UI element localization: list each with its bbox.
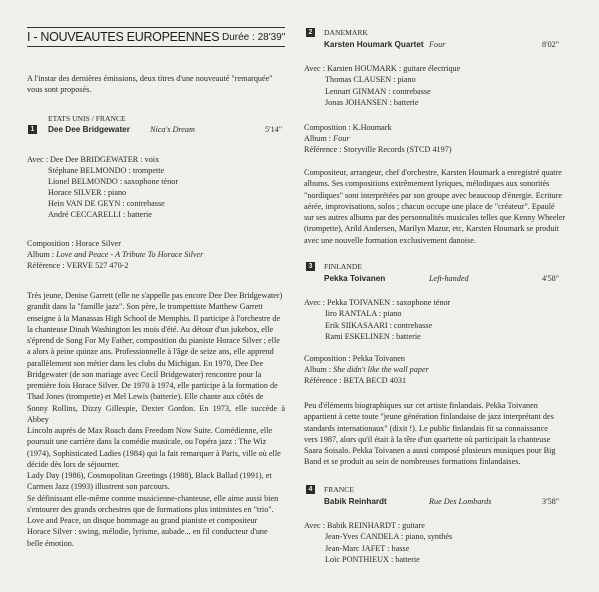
lineup-line: Horace SILVER : piano: [48, 188, 127, 197]
top-rule: [27, 27, 285, 28]
track-artist: Dee Dee Bridgewater: [48, 125, 130, 134]
lineup-line: Stéphane BELMONDO : trompette: [48, 166, 165, 175]
album-line: Album : She didn't like the wall paper: [304, 365, 429, 374]
bio-paragraph: Très jeune, Denise Garrett (elle ne s'appelle pas encore Dee Dee Bridgewater) grandit dans la "famille jazz". Son père, le trompettiste Matthew Garrett enseigne à la Manassas High School de Memphis. Il participe à l'orchestre de la chanteuse Dinah Washington les mois d'été. Au détour d'un jukebox, elle s'éprend de Song For My Father, composition du pianiste Horace Silver ; elle a alors à peine quinze ans. Professionnelle à l'âge de seize ans, elle apprend parallèlement son métier dans les clubs du Michigan. En 1970, Dee Dee Bridgewater (de son mariage avec Cecil Bridgewater) rencontre pour la première fois Horace Silver. De 1970 à 1974, elle participe à la formation de Thad Jones (trompette) et Mel Lewis (batterie). Elle chante aux côtés de Sonny Rollins, Dizzy Gillespie, Dexter Gordon. En 1973, elle succède à Abbey Lincoln auprès de Max Roach dans Freedom Now Suite. Comédienne, elle poursuit une carrière dans la comédie musicale, ou l'opéra jazz : The Wiz (1974), Sophisticated Ladies (1984) qui la fait remarquer à Paris, ville où elle décide dès lors de séjourner. Lady Day (1986), Cosmopolitan Greetings (1988), Black Ballad (1991), et Carmen Jazz (1993) illustrent son parcours. Se définissant elle-même comme musicienne-chanteuse, elle aime aussi bien s'entourer des grands orchestres que de formations plus intimistes en "trio". Love and Peace, un disque hommage au grand pianiste et compositeur Horace Silver : swing, mélodie, lyrisme, aubade... en fil conducteur d'une belle émotion.: [27, 291, 285, 548]
lineup-line: André CECCARELLI : batterie: [48, 210, 152, 219]
reference: Référence : Storyville Records (STCD 4197): [304, 145, 452, 154]
header-rule: [27, 46, 285, 47]
composition: Composition : Pekka Toivanen: [304, 354, 405, 363]
track-country: ETATS UNIS / FRANCE: [48, 114, 126, 123]
lineup-line: Jean-Yves CANDELA : piano, synthés: [325, 532, 453, 541]
section-title: I - NOUVEAUTES EUROPEENNES: [27, 30, 220, 44]
lineup-line: Jean-Marc JAFET : basse: [325, 544, 410, 553]
reference: Référence : BETA BECD 4031: [304, 376, 407, 385]
track-number-badge: 4: [306, 485, 315, 494]
lineup-line: Loïc PONTHIEUX : batterie: [325, 555, 420, 564]
album-title: She didn't like the wall paper: [333, 365, 429, 374]
lineup-line: Lennart GINMAN : contrebasse: [325, 87, 431, 96]
lineup-line: Avec : Babik REINHARDT : guitare: [304, 521, 425, 530]
album-line: Album : Love and Peace - A Tribute To Horace Silver: [27, 250, 204, 259]
track-title: Left-handed: [429, 274, 469, 283]
track-title: Nica's Dream: [150, 125, 195, 134]
lineup-line: Lionel BELMONDO : saxophone ténor: [48, 177, 179, 186]
track-number-badge: 2: [306, 28, 315, 37]
track-duration: 4'58": [542, 274, 560, 283]
track-title: Four: [429, 40, 446, 49]
track-country: DANEMARK: [324, 28, 368, 37]
lineup-line: Erik SIIKASAARI : contrebasse: [325, 321, 433, 330]
lineup-line: Avec : Karsten HOUMARK : guitare électrique: [304, 64, 461, 73]
track-artist: Pekka Toivanen: [324, 274, 386, 283]
track-number-badge: 1: [28, 125, 37, 134]
intro-line-2: vous sont proposés.: [27, 85, 92, 94]
track-country: FINLANDE: [324, 262, 362, 271]
section-duration: Durée : 28'39": [222, 32, 286, 43]
lineup-line: Avec : Dee Dee BRIDGEWATER : voix: [27, 155, 160, 164]
lineup-line: Rami ESKELINEN : batterie: [325, 332, 421, 341]
intro-line-1: A l'instar des dernières émissions, deux titres d'une nouveauté "remarquée": [27, 74, 273, 83]
track-duration: 8'02": [542, 40, 560, 49]
track-number-badge: 3: [306, 262, 315, 271]
track-country: FRANCE: [324, 485, 354, 494]
track-duration: 3'58": [542, 497, 560, 506]
lineup-line: Hein VAN DE GEYN : contrebasse: [48, 199, 165, 208]
lineup-line: Jonas JOHANSEN : batterie: [325, 98, 419, 107]
lineup-line: Iiro RANTALA : piano: [325, 309, 402, 318]
album-title: Four: [333, 134, 350, 143]
track-artist: Karsten Houmark Quartet: [324, 40, 424, 49]
composition: Composition : Horace Silver: [27, 239, 121, 248]
album-title: Love and Peace - A Tribute To Horace Silver: [56, 250, 204, 259]
track-duration: 5'14": [265, 125, 283, 134]
composition: Composition : K.Houmark: [304, 123, 392, 132]
track-artist: Babik Reinhardt: [324, 497, 387, 506]
album-line: Album : Four: [304, 134, 350, 143]
lineup-line: Avec : Pekka TOIVANEN : saxophone ténor: [304, 298, 451, 307]
reference: Référence : VERVE 527 470-2: [27, 261, 129, 270]
bio-paragraph: Compositeur, arrangeur, chef d'orchestre, Karsten Houmark a enregistré quatre albums. Ses compositions extrêmement lyriques, mélodiques aux sonorités "nordiques" sont interprétées par son groupe avec beaucoup d'énergie. Ecriture aérée, improvisations, solos ; chacun occupe une place de "créateur". Epaulé sur ses autres albums par des personnalités musicales telles que Kenny Wheeler (trompette), Arild Andersen, Marilyn Mazur, etc, Karsten Houmark se produit avec une nouvelle formation exclusivement danoise.: [304, 168, 566, 245]
bio-paragraph: Peu d'éléments biographiques sur cet artiste finlandais. Pekka Toivanen appartient à cette toute "jeune génération finlandaise de jazz interprétant des standards internationaux" (dixit !). Le public finlandais fit sa connaissance vers 1987, alors qu'il était à la tête d'un quartette où participait la chanteuse Saara Soisalo. Pekka Toivanen a aussi composé plusieurs musiques pour Big Band et se produit au sein de nombreuses formations finlandaises.: [304, 401, 556, 467]
lineup-line: Thomas CLAUSEN : piano: [325, 75, 416, 84]
track-title: Rue Des Lombards: [429, 497, 492, 506]
